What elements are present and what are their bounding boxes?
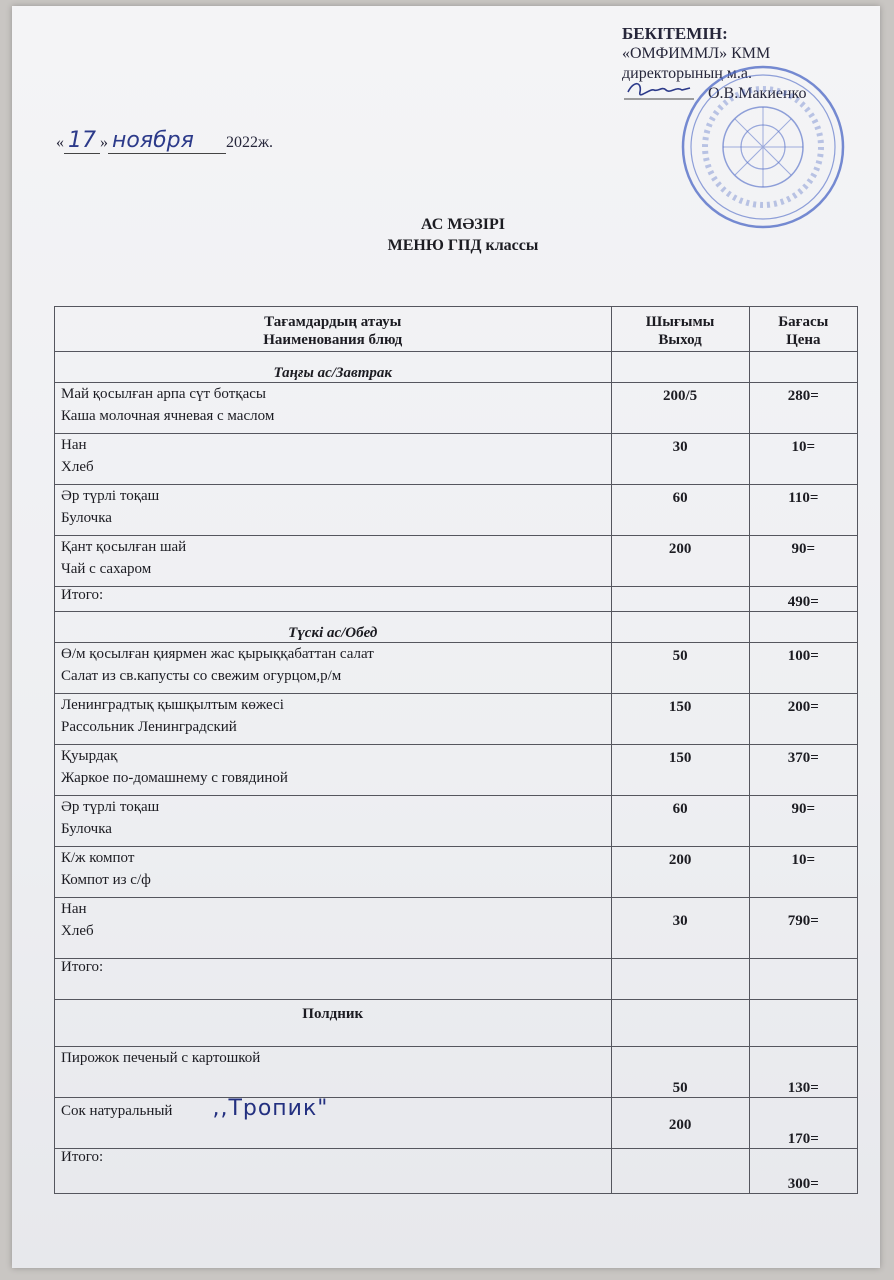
total-row-breakfast (55, 587, 858, 612)
table-row (55, 536, 858, 587)
dish-price: 370= (749, 745, 857, 796)
menu-table (54, 306, 858, 1194)
header-out-kk: Шығымы (645, 314, 715, 330)
table-row (55, 745, 858, 796)
section-title: Таңғы ас/Завтрак (55, 352, 612, 383)
date-quote-open: « (56, 134, 64, 151)
dish-price: 10= (749, 847, 857, 898)
dish-price: 110= (749, 485, 857, 536)
dish-price: 100= (749, 643, 857, 694)
date-quote-close: » (100, 134, 108, 151)
dish-output: 150 (611, 694, 749, 745)
dish-price: 200= (749, 694, 857, 745)
table-row (55, 643, 858, 694)
dish-output: 200 (611, 847, 749, 898)
dish-name-ru: Каша молочная ячневая с маслом (61, 408, 275, 424)
dish-price: 170= (749, 1098, 857, 1149)
dish-name: Пирожок печеный с картошкой (55, 1047, 612, 1098)
table-row (55, 898, 858, 959)
header-price (749, 307, 857, 352)
dish-name: Сок натуральный (61, 1103, 173, 1119)
total-label: Итого: (55, 587, 612, 612)
header-price-ru: Цена (786, 332, 821, 348)
total-value: 490= (749, 587, 857, 612)
dish-name-ru: Хлеб (61, 923, 94, 939)
dish-output: 60 (611, 796, 749, 847)
date-year: 2022ж. (226, 134, 274, 151)
official-seal-icon (678, 62, 848, 232)
dish-name-kk: Май қосылған арпа сүт ботқасы (61, 386, 266, 402)
dish-price: 90= (749, 536, 857, 587)
table-row (55, 847, 858, 898)
handwritten-note: ,,Тропик" (212, 1096, 329, 1121)
dish-price: 10= (749, 434, 857, 485)
section-title: Түскі ас/Обед (55, 612, 612, 643)
dish-price: 130= (749, 1047, 857, 1098)
total-label: Итого: (55, 1149, 612, 1194)
section-title: Полдник (55, 1000, 612, 1047)
header-output (611, 307, 749, 352)
header-name-kk: Тағамдардың атауы (264, 314, 402, 330)
total-row-snack (55, 1149, 858, 1194)
dish-price: 90= (749, 796, 857, 847)
dish-output: 200 (611, 536, 749, 587)
table-row (55, 796, 858, 847)
table-row (55, 1098, 858, 1149)
approval-org: «ОМФИММЛ» КММ (622, 45, 771, 62)
date-month: ноября (108, 128, 226, 154)
title-kk: АС МӘЗІРІ (421, 216, 505, 233)
dish-output: 50 (611, 1047, 749, 1098)
menu-date (56, 128, 273, 154)
dish-name-kk: Ө/м қосылған қиярмен жас қырыққабаттан салат (61, 646, 374, 662)
dish-price: 790= (749, 898, 857, 959)
table-row (55, 485, 858, 536)
dish-name-kk: Әр түрлі тоқаш (61, 799, 160, 815)
dish-output: 60 (611, 485, 749, 536)
date-day: 17 (64, 128, 100, 154)
dish-name-kk: Қант қосылған шай (61, 539, 187, 555)
title-ru: МЕНЮ ГПД классы (387, 237, 539, 254)
dish-output: 200/5 (611, 383, 749, 434)
total-label: Итого: (55, 959, 612, 1000)
dish-name-ru: Булочка (61, 821, 112, 837)
dish-name-kk: Ленинградтық қышқылтым көжесі (61, 697, 284, 713)
dish-name-ru: Компот из с/ф (61, 872, 151, 888)
dish-name-ru: Чай с сахаром (61, 561, 152, 577)
dish-name-ru: Булочка (61, 510, 112, 526)
dish-output: 30 (611, 898, 749, 959)
total-row-lunch (55, 959, 858, 1000)
dish-price: 280= (749, 383, 857, 434)
dish-output: 30 (611, 434, 749, 485)
dish-name-ru: Жаркое по-домашнему с говядиной (61, 770, 288, 786)
dish-name-kk: Қуырдақ (61, 748, 118, 764)
dish-name-kk: Нан (61, 901, 87, 917)
dish-output: 150 (611, 745, 749, 796)
dish-name-ru: Салат из св.капусты со свежим огурцом,р/м (61, 668, 342, 684)
section-row-snack (55, 1000, 858, 1047)
table-row (55, 434, 858, 485)
table-row (55, 383, 858, 434)
dish-name-kk: К/ж компот (61, 850, 135, 866)
dish-output: 200 (611, 1098, 749, 1149)
dish-name-kk: Нан (61, 437, 87, 453)
approval-position: директорының м.а. (622, 65, 752, 82)
header-out-ru: Выход (658, 332, 702, 348)
dish-name-ru: Хлеб (61, 459, 94, 475)
approval-heading: БЕКІТЕМІН: (622, 24, 728, 43)
header-name (55, 307, 612, 352)
total-value: 300= (749, 1149, 857, 1194)
dish-name-ru: Рассольник Ленинградский (61, 719, 237, 735)
header-name-ru: Наименования блюд (263, 332, 403, 348)
section-row-breakfast (55, 352, 858, 383)
dish-name-kk: Әр түрлі тоқаш (61, 488, 160, 504)
approval-signatory: О.В.Макиенко (708, 85, 807, 102)
table-row (55, 1047, 858, 1098)
section-row-lunch (55, 612, 858, 643)
menu-title (300, 214, 626, 256)
table-header-row (55, 307, 858, 352)
header-price-kk: Бағасы (778, 314, 829, 330)
table-row (55, 694, 858, 745)
dish-output: 50 (611, 643, 749, 694)
